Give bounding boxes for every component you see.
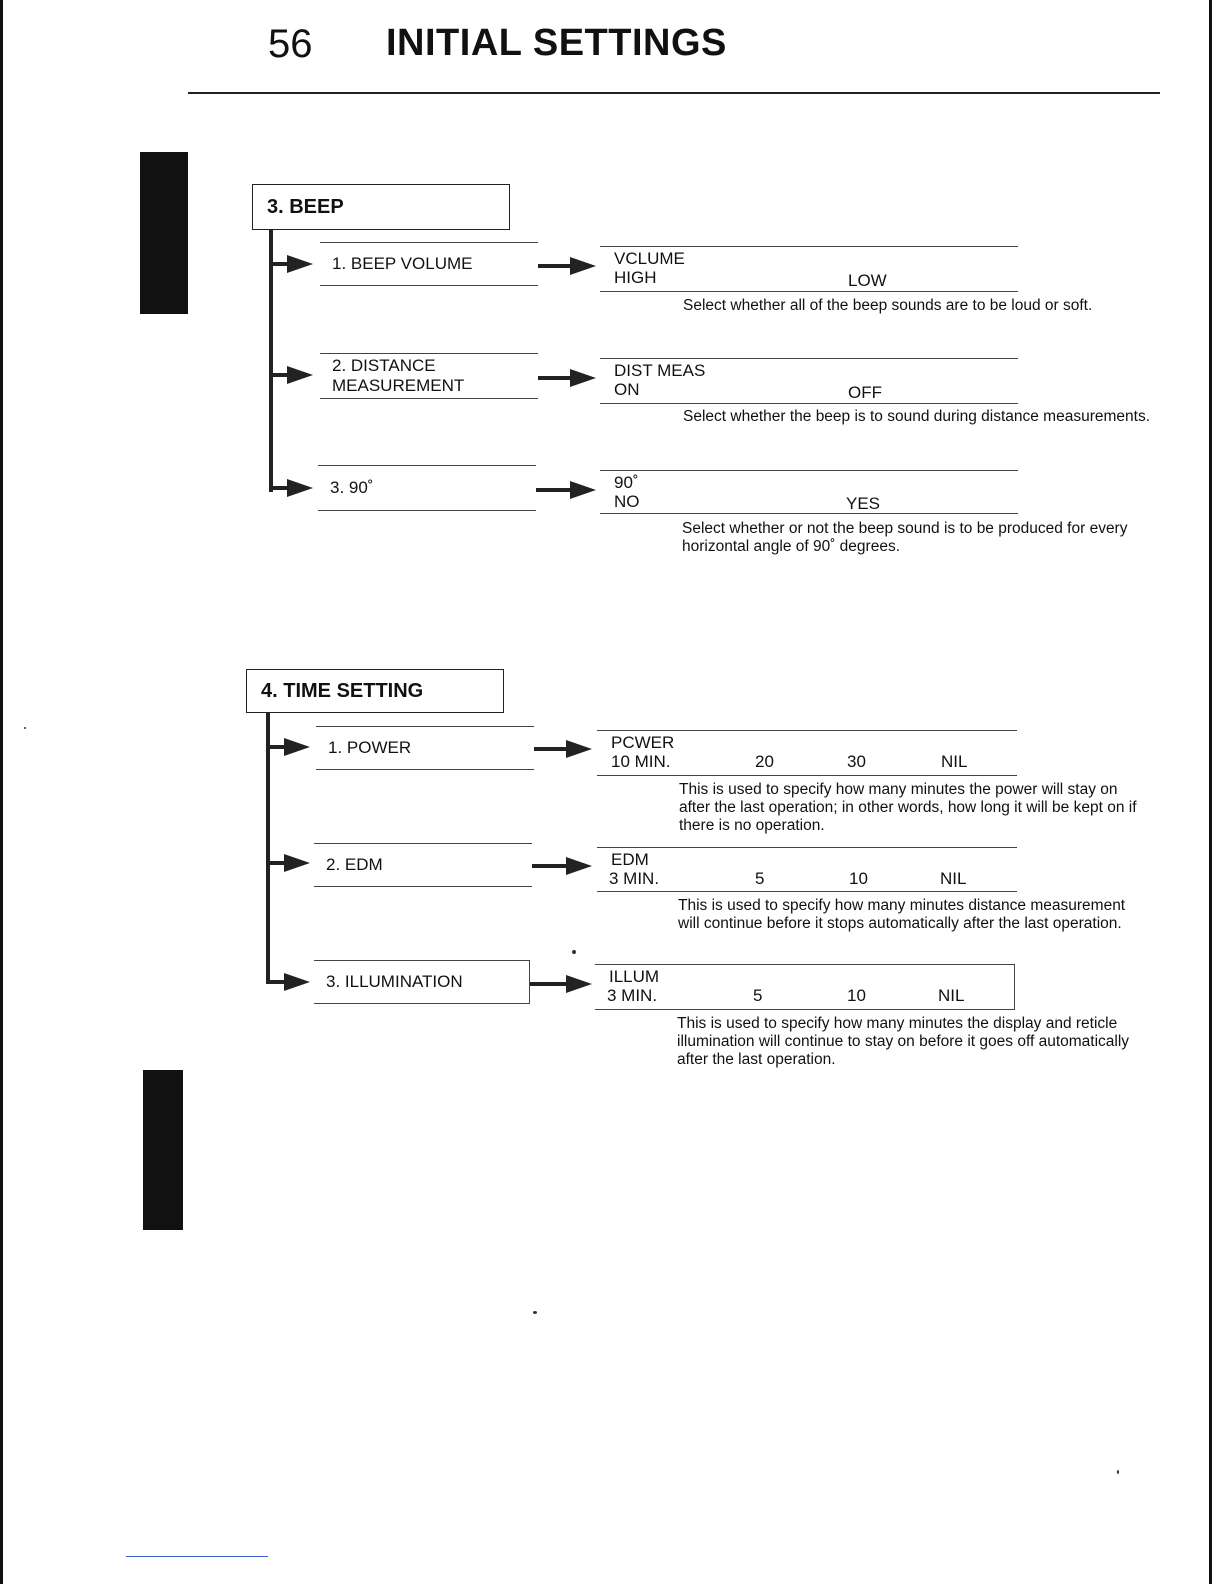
connector-line [530,982,568,986]
option-panel-beep-volume [600,246,1018,292]
scan-speck [24,727,26,729]
arrow-right-icon [570,257,596,275]
description-90-degree: Select whether or not the beep sound is to be produced for every horizontal angle of 90˚ degrees. [682,520,1128,555]
menu-item-label: 1. POWER [328,738,412,757]
page-number: 56 [268,22,313,66]
arrow-right-icon [566,857,592,875]
option-10[interactable]: 10 [847,986,866,1005]
panel-title: 90˚ [614,473,639,492]
section-heading-beep: 3. BEEP [252,184,510,230]
tree-trunk-beep [269,230,273,492]
arrow-right-icon [287,255,313,273]
option-low[interactable]: LOW [848,271,887,290]
arrow-right-icon [570,481,596,499]
menu-item-label: 3. 90˚ [330,478,374,497]
section-heading-time-setting: 4. TIME SETTING [246,669,504,713]
option-5[interactable]: 5 [755,869,765,888]
connector-line [532,864,568,868]
description-illumination: This is used to specify how many minutes the display and reticle illumination will continue to stay on before it goes off automatically after the last operation. [677,1015,1130,1068]
arrow-right-icon [287,366,313,384]
connector-line [536,488,572,492]
option-panel-power [597,730,1017,776]
description-power: This is used to specify how many minutes the power will stay on after the last operation; in other words, how long it will be kept on if there is no operation. [679,781,1137,834]
option-panel-edm [597,847,1017,892]
option-on[interactable]: ON [614,380,640,399]
menu-item-distance-measurement[interactable] [320,353,538,399]
arrow-right-icon [284,973,310,991]
description-beep-volume: Select whether all of the beep sounds are to be loud or soft. [683,297,1093,314]
menu-item-power[interactable] [316,726,534,770]
panel-title: PCWER [611,733,675,752]
option-nil[interactable]: NIL [940,869,967,888]
option-panel-illumination [595,964,1015,1010]
description-distance-measurement: Select whether the beep is to sound during distance measurements. [683,408,1150,425]
arrow-right-icon [284,854,310,872]
menu-item-90-degree[interactable] [318,465,536,511]
description-edm: This is used to specify how many minutes distance measurement will continue before it stops automatically after the last operation. [678,897,1126,932]
page-edge-left [0,0,3,1584]
connector-line [538,264,572,268]
option-no[interactable]: NO [614,492,640,511]
thumb-tab-marker-bottom [143,1070,183,1230]
menu-item-edm[interactable] [314,843,532,887]
panel-title: DIST MEAS [614,361,706,380]
option-nil[interactable]: NIL [941,752,968,771]
menu-item-label: 2. EDM [326,855,383,874]
panel-title: EDM [611,850,649,869]
option-off[interactable]: OFF [848,383,882,402]
scan-speck [1117,1470,1119,1474]
option-20[interactable]: 20 [755,752,774,771]
menu-item-label: 2. DISTANCE MEASUREMENT [332,356,465,395]
option-nil[interactable]: NIL [938,986,965,1005]
option-3-min[interactable]: 3 MIN. [607,986,658,1005]
option-10-min[interactable]: 10 MIN. [611,752,671,771]
panel-title: VCLUME [614,249,685,268]
option-panel-90-degree [600,470,1018,514]
page-title: INITIAL SETTINGS [386,22,727,64]
option-3-min[interactable]: 3 MIN. [609,869,660,888]
option-10[interactable]: 10 [849,869,868,888]
connector-line [534,747,568,751]
scan-speck [533,1311,537,1314]
option-panel-distance-measurement [600,358,1018,404]
page-edge-right [1209,0,1212,1584]
option-high[interactable]: HIGH [614,268,657,287]
title-rule [188,92,1160,94]
thumb-tab-marker-top [140,152,188,314]
arrow-right-icon [566,975,592,993]
arrow-right-icon [284,738,310,756]
option-yes[interactable]: YES [846,494,881,513]
panel-title: ILLUM [609,967,660,986]
menu-item-label: 1. BEEP VOLUME [332,254,473,273]
page-footer-line [126,1556,268,1557]
arrow-right-icon [566,740,592,758]
arrow-right-icon [287,479,313,497]
option-5[interactable]: 5 [753,986,763,1005]
tree-trunk-time-setting [266,713,270,984]
connector-line [538,376,572,380]
menu-item-illumination[interactable] [314,960,530,1004]
scan-speck [572,950,576,954]
option-30[interactable]: 30 [847,752,866,771]
menu-item-beep-volume[interactable] [320,242,538,286]
arrow-right-icon [570,369,596,387]
menu-item-label: 3. ILLUMINATION [326,972,463,991]
